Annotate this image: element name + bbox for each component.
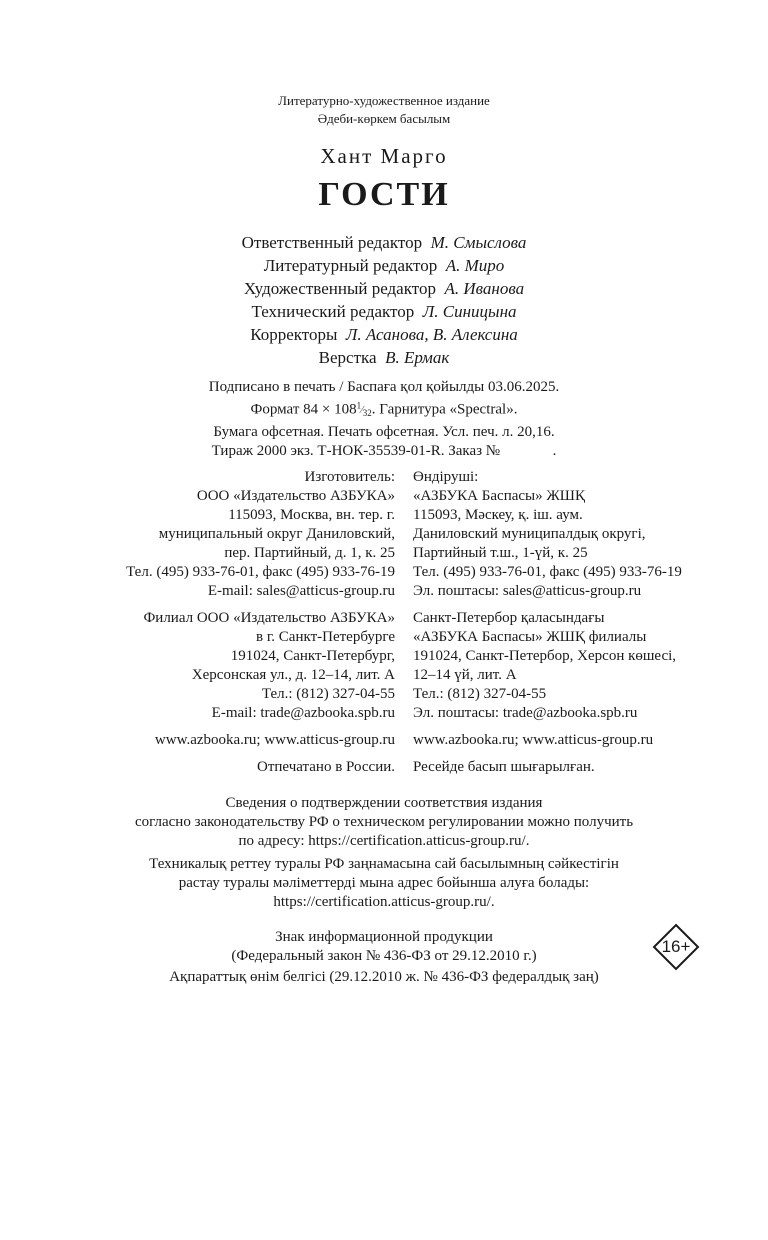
printed-in-kz: Ресейде басып шығарылған. — [413, 759, 595, 775]
certification-ru — [0, 794, 768, 851]
email-line: Эл. поштасы: trade@azbooka.spb.ru — [413, 705, 638, 721]
email-line: Эл. поштасы: sales@atticus-group.ru — [413, 583, 642, 599]
text-line: ООО «Издательство АЗБУКА» — [196, 488, 395, 504]
fraction-denominator: 32 — [362, 408, 372, 419]
text-line: Херсонская ул., д. 12–14, лит. А — [191, 667, 395, 683]
credit-line — [0, 277, 768, 300]
credit-role: Корректоры — [250, 325, 338, 344]
text-line: Тел. (495) 933-76-01, факс (495) 933-76-19 — [413, 564, 682, 580]
edition-type — [0, 92, 768, 128]
age-rating-text: 16+ — [661, 937, 691, 956]
credit-line — [0, 300, 768, 323]
branch-kz-block — [413, 609, 682, 723]
credit-line — [0, 346, 768, 369]
credit-line — [0, 254, 768, 277]
paper-info: Бумага офсетная. Печать офсетная. Усл. печ. л. 20,16. — [213, 424, 555, 441]
credit-line — [0, 231, 768, 254]
credit-person: А. Иванова — [444, 279, 525, 298]
credit-role: Ответственный редактор — [241, 233, 423, 252]
text-line: Өндіруші: — [413, 469, 479, 485]
printed-in-ru: Отпечатано в России. — [257, 759, 395, 775]
author-name: Хант Марго — [320, 144, 448, 168]
typeface-text: . Гарнитура «Spectral». — [371, 401, 518, 418]
text-line: Тел. (495) 933-76-01, факс (495) 933-76-19 — [126, 564, 395, 580]
credit-person: Л. Синицына — [422, 302, 517, 321]
text-line: Тел.: (812) 327-04-55 — [413, 686, 547, 702]
text-line: Партийный т.ш., 1-үй, к. 25 — [413, 545, 588, 561]
credit-person: М. Смыслова — [430, 233, 527, 252]
fraction-numerator: 1 — [356, 401, 362, 411]
text-line: растау туралы мәліметтерді мына адрес бойынша алуға болады: — [178, 875, 590, 891]
email-line: E-mail: sales@atticus-group.ru — [207, 583, 395, 599]
text-line: Знак информационной продукции — [275, 929, 493, 945]
email-line: E-mail: trade@azbooka.spb.ru — [211, 705, 395, 721]
signed-date: Подписано в печать / Баспаға қол қойылды 03.06.2025. — [208, 379, 560, 395]
text-line: Техникалық реттеу туралы РФ заңнамасына сай басылымның сәйкестігін — [149, 856, 619, 872]
text-line: Изготовитель: — [304, 469, 395, 485]
branch-ru-block — [126, 609, 395, 723]
certification-url-line: https://certification.atticus-group.ru/. — [273, 894, 495, 910]
text-line: 115093, Мәскеу, қ. іш. аум. — [413, 507, 583, 523]
format-text: Формат 84 × 108 — [250, 401, 357, 418]
credit-person: А. Миро — [445, 256, 505, 275]
text-line: Даниловский муниципалдық округі, — [413, 526, 646, 542]
text-line: 191024, Санкт-Петербор, Херсон көшесі, — [413, 648, 677, 664]
age-rating-badge — [652, 923, 700, 971]
text-line: Тел.: (812) 327-04-55 — [261, 686, 395, 702]
credit-person: Л. Асанова, В. Алексина — [345, 325, 518, 344]
text-line: в г. Санкт-Петербурге — [256, 629, 395, 645]
text-line: Санкт-Петербор қаласындағы — [413, 610, 605, 626]
credits-list — [0, 231, 768, 369]
edition-type-kz: Әдеби-көркем басылым — [317, 111, 451, 126]
text-line: «АЗБУКА Баспасы» ЖШҚ — [413, 488, 585, 504]
text-line: согласно законодательству РФ о техническом регулировании можно получить — [134, 814, 634, 830]
certification-kz — [0, 855, 768, 912]
manufacturer-kz-block — [413, 468, 682, 601]
certification-url-line: по адресу: https://certification.atticus-group.ru/. — [238, 833, 530, 849]
info-sign-kz: Ақпараттық өнім белгісі (29.12.2010 ж. № 436-ФЗ федералдық заң) — [169, 969, 599, 985]
credit-role: Литературный редактор — [263, 256, 438, 275]
credit-line — [0, 323, 768, 346]
text-line: муниципальный округ Даниловский, — [158, 526, 395, 542]
edition-type-ru: Литературно-художественное издание — [278, 93, 490, 108]
text-line: 191024, Санкт-Петербург, — [230, 648, 395, 664]
text-line: 12–14 үй, лит. А — [413, 667, 517, 683]
credit-role: Технический редактор — [251, 302, 415, 321]
book-title: ГОСТИ — [318, 176, 450, 213]
format-line — [0, 397, 768, 423]
website-ru: www.azbooka.ru; www.atticus-group.ru — [154, 732, 395, 748]
manufacturer-kz — [413, 468, 682, 777]
print-run: Тираж 2000 экз. Т-НОК-35539-01-R. Заказ № . — [211, 443, 557, 460]
website-kz: www.azbooka.ru; www.atticus-group.ru — [413, 732, 654, 748]
credit-person: В. Ермак — [385, 348, 450, 367]
manufacturer-ru — [126, 468, 395, 777]
credit-role: Художественный редактор — [243, 279, 436, 298]
text-line: 115093, Москва, вн. тер. г. — [228, 507, 395, 523]
format-fraction: $^1⁄_{32}$ — [356, 401, 372, 419]
credit-role: Верстка — [318, 348, 377, 367]
manufacturer-ru-block — [126, 468, 395, 601]
text-line: (Федеральный закон № 436-ФЗ от 29.12.2010 г.) — [231, 948, 537, 964]
text-line: Филиал ООО «Издательство АЗБУКА» — [143, 610, 395, 626]
print-info — [0, 378, 768, 461]
text-line: Сведения о подтверждении соответствия издания — [225, 795, 543, 811]
text-line: пер. Партийный, д. 1, к. 25 — [224, 545, 395, 561]
text-line: «АЗБУКА Баспасы» ЖШҚ филиалы — [413, 629, 647, 645]
